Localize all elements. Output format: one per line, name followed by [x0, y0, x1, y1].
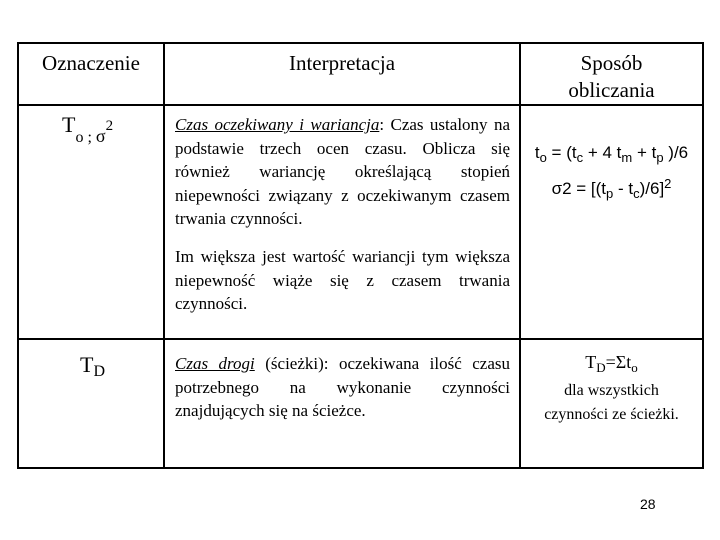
header-oznaczenie: Oznaczenie: [42, 51, 140, 75]
table-border-right: [702, 42, 704, 469]
header-obliczania: obliczania: [568, 78, 655, 103]
symbol-td: TD: [80, 352, 106, 380]
header-sposob: Sposób: [580, 51, 643, 75]
term-czas-oczekiwany: Czas oczekiwany i wariancja: [175, 115, 380, 134]
formula-path-time: $T_D=\Sigma t_o$: [585, 352, 638, 375]
symbol-to-sigma2: $T_o$ $_;$ σ2: [62, 112, 114, 146]
formula-expected-time: $t_o = (t_c + 4$ $t_m + t_p$ )/6: [534, 143, 689, 165]
note-line2: czynności ze ścieżki.: [544, 406, 679, 423]
page-number: 28: [640, 496, 656, 512]
header-interpretacja: Interpretacja: [288, 51, 396, 75]
formula-note: [521, 379, 702, 427]
term-czas-drogi: Czas drogi: [175, 354, 255, 373]
note-line1: dla wszystkich: [564, 382, 659, 399]
row1-interpretation-para2: Im większa jest wartość wariancji tym większa niepewność wiąże się z czasem trwania czynności.: [175, 247, 510, 313]
table-border-left: [17, 42, 19, 469]
row2-interpretation: Czas drogi (ścieżki): oczekiwana ilość czasu potrzebnego na wykonanie czynności znajdujących się na ścieżce.: [175, 354, 510, 420]
row1-interpretation-para1: Czas oczekiwany i wariancja: Czas ustalony na podstawie trzech ocen czasu. Oblicza się również wariancję określającą stopień niepewności związany z oczekiwanym czasem trwania czynności.: [175, 115, 510, 228]
header-sposob-obliczania: [521, 50, 702, 105]
table-border-top: [17, 42, 704, 44]
row-divider: [17, 338, 704, 340]
table-border-bottom: [17, 467, 704, 469]
column-divider-1: [163, 42, 165, 469]
formula-variance: $\sigma 2 = [(t_p - t_c)/6]^2$: [551, 176, 672, 201]
